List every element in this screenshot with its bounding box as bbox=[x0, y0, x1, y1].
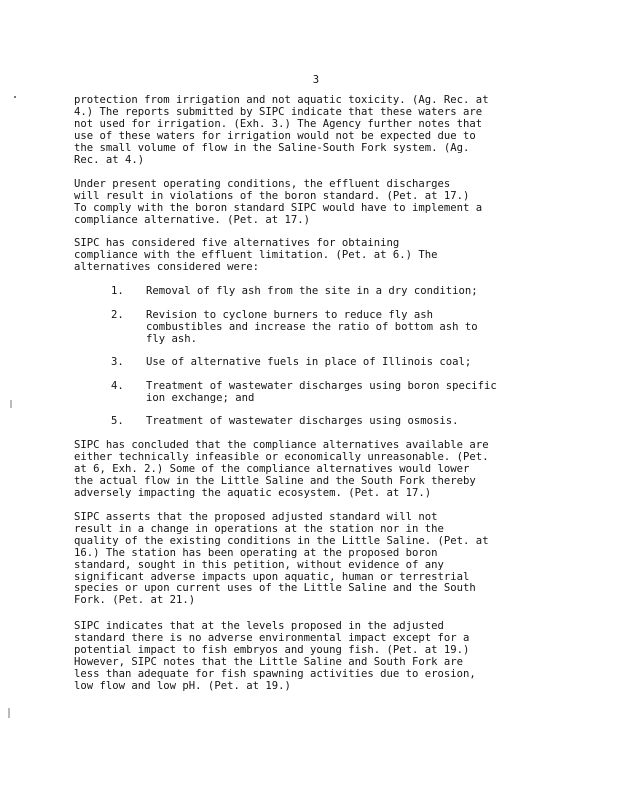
scan-speck bbox=[14, 96, 16, 98]
paragraph-assertion: SIPC asserts that the proposed adjusted standard will not result in a change in operations at the station nor in the quality of the existing conditions in the Little Saline. (Pet. at 16.) The station has been operating at the proposed boron standard, sought in this petition, without evidence of any significant adverse impacts upon aquatic, human or terrestrial species or upon current uses of the Little Saline and the South Fork. (Pet. at 21.) bbox=[74, 511, 489, 607]
paragraph-alternatives-intro: SIPC has considered five alternatives for obtaining compliance with the effluent limitation. (Pet. at 6.) The alternatives considered were: bbox=[74, 237, 438, 273]
scan-speck bbox=[10, 400, 12, 408]
list-item-number: 1. bbox=[111, 285, 124, 297]
list-item-number: 5. bbox=[111, 415, 124, 427]
list-item-text: Revision to cyclone burners to reduce fly ash combustibles and increase the ratio of bottom ash to fly ash. bbox=[146, 309, 478, 345]
page-number: 3 bbox=[312, 74, 320, 86]
list-item-text: Treatment of wastewater discharges using boron specific ion exchange; and bbox=[146, 380, 497, 404]
paragraph-operating-conditions: Under present operating conditions, the effluent discharges will result in violations of the boron standard. (Pet. at 17.) To comply with the boron standard SIPC would have to implement a compliance alternative. (Pet. at 17.) bbox=[74, 178, 483, 226]
scan-speck bbox=[8, 708, 10, 718]
paragraph-environmental-impact: SIPC indicates that at the levels proposed in the adjusted standard there is no adverse environmental impact except for a potential impact to fish embryos and young fish. (Pet. at 19.) However, SIPC notes that the Little Saline and South Fork are less than adequate for fish spawning activities due to erosion, low flow and low pH. (Pet. at 19.) bbox=[74, 620, 476, 692]
list-item-text: Removal of fly ash from the site in a dry condition; bbox=[146, 285, 478, 297]
paragraph-conclusion: SIPC has concluded that the compliance alternatives available are either technically infeasible or economically unreasonable. (Pet. at 6, Exh. 2.) Some of the compliance alternatives would lower the actual flow in the Little Saline and the South Fork thereby adversely impacting the aquatic ecosystem. (Pet. at 17.) bbox=[74, 439, 489, 499]
list-item-number: 2. bbox=[111, 309, 124, 321]
list-item-number: 4. bbox=[111, 380, 124, 392]
paragraph-irrigation: protection from irrigation and not aquatic toxicity. (Ag. Rec. at 4.) The reports submitted by SIPC indicate that these waters are not used for irrigation. (Exh. 3.) The Agency further notes that use of these waters for irrigation would not be expected due to the small volume of flow in the Saline-South Fork system. (Ag. Rec. at 4.) bbox=[74, 94, 489, 166]
list-item-number: 3. bbox=[111, 356, 124, 368]
list-item-text: Use of alternative fuels in place of Illinois coal; bbox=[146, 356, 472, 368]
list-item-text: Treatment of wastewater discharges using osmosis. bbox=[146, 415, 459, 427]
